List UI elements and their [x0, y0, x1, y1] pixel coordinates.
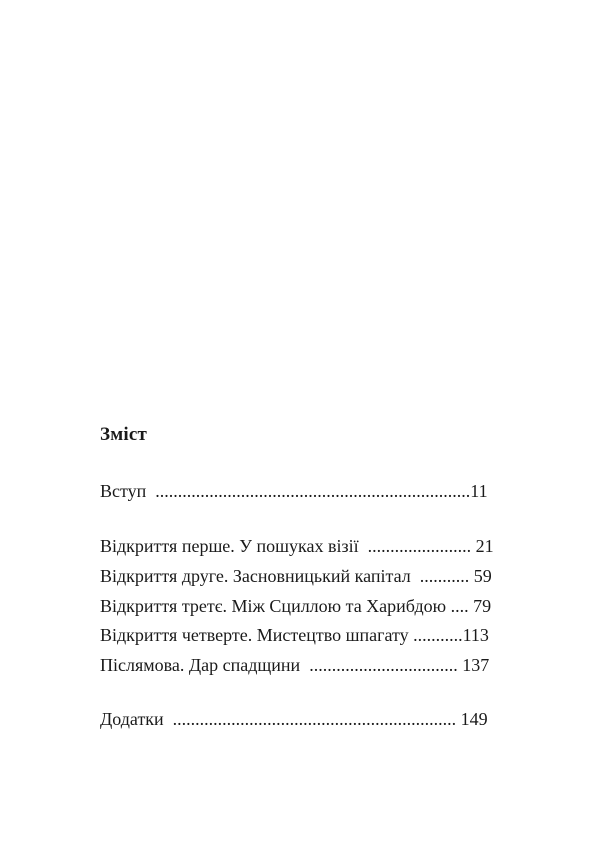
toc-entry-discovery-2: Відкриття друге. Засновницький капітал ........... 59 [100, 566, 492, 586]
toc-entry-discovery-4: Відкриття четверте. Мистецтво шпагату ...........113 [100, 625, 489, 645]
page-title: Зміст [100, 424, 148, 445]
toc-entry-discovery-1: Відкриття перше. У пошуках візії ....................... 21 [100, 536, 494, 556]
toc-entry-appendix: Додатки ............................................................... 149 [100, 709, 488, 729]
toc-entry-afterword: Післямова. Дар спадщини ................................. 137 [100, 655, 490, 675]
toc-entry-intro: Вступ ......................................................................11 [100, 481, 488, 501]
toc-entry-discovery-3: Відкриття третє. Між Сциллою та Харибдою .... 79 [100, 596, 492, 616]
